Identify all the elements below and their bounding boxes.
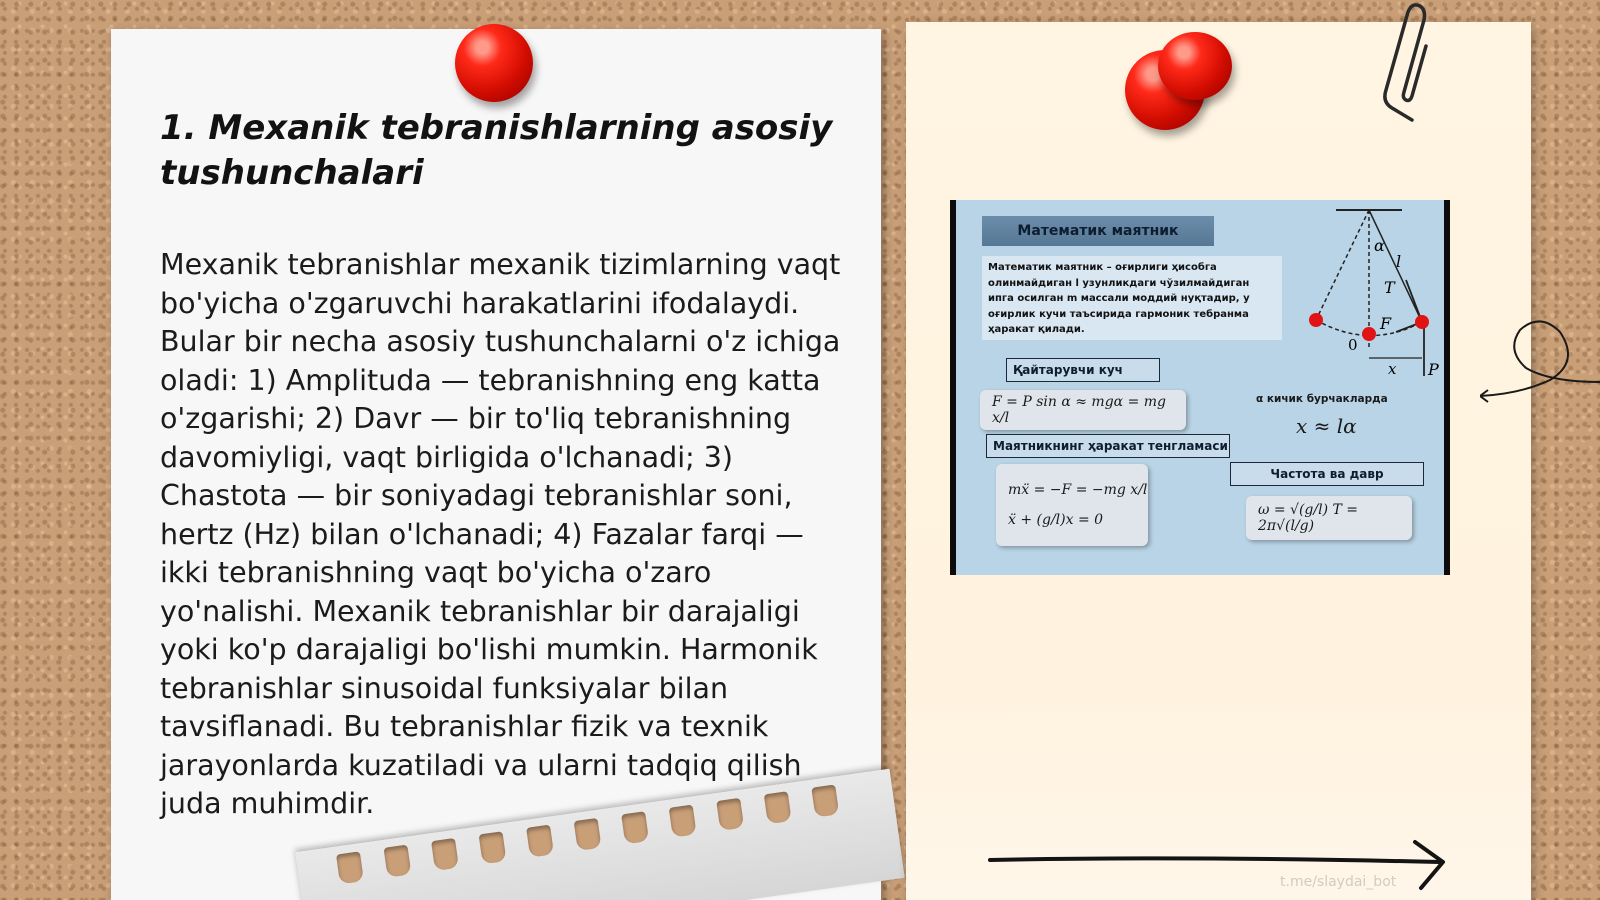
diagram-alpha-label: α [1374,236,1385,255]
restoring-force-label: Қайтарувчи куч [1006,358,1160,382]
frequency-period-formula-text: ω = √(g/l) T = 2π√(l/g) [1258,502,1359,534]
spiral-doodle-icon [1480,310,1600,420]
diagram-zero-label: 0 [1348,336,1358,354]
equation-label: Маятникнинг ҳаракат тенгламаси [986,434,1230,458]
watermark: t.me/slaydai_bot [1280,874,1397,890]
red-pushpin-icon [1158,32,1232,100]
restoring-force-formula-text: F = P sin α ≈ mgα = mg x/l [992,394,1166,426]
equation-line-2: ẍ + (g/l)x = 0 [1008,512,1104,528]
small-angle-formula: x ≈ lα [1296,414,1357,438]
frequency-period-label-text: Частота ва давр [1270,467,1384,481]
equation-line-1: mẍ = −F = −mg x/l [1008,482,1148,498]
diagram-weight-label: P [1428,360,1439,379]
frequency-period-formula [1246,496,1412,540]
slide-body-text: Mexanik tebranishlar mexanik tizimlarning vaqt bo'yicha o'zgaruvchi harakatlarini ifodalaydi. Bular bir necha asosiy tushunchalarni o'z ichiga oladi: 1) Amplituda — tebranishning eng katta o'zgarishi; 2) Davr — bir to'liq tebranishning davomiyligi, vaqt birligida o'lchanadi; 3) Chastota — bir soniyadagi tebranishlar soni, hertz (Hz) bilan o'lchanadi; 4) Fazalar farqi — ikki tebranishning vaqt bo'yicha o'zaro yo'nalishi. Mexanik tebranishlar bir darajaligi yoki ko'p darajaligi bo'lishi mumkin. Harmonik tebranishlar sinusoidal funksiyalar bilan tavsiflanadi. Bu tebranishlar fizik va texnik jarayonlarda kuzatiladi va ularni tadqiq qilish juda muhimdir. [160,248,841,820]
slide-title: 1. Mexanik tebranishlarning asosiy tushunchalari [160,108,833,193]
red-pushpin-icon [455,24,533,102]
small-angle-note: α кичик бурчакларда [1256,393,1388,405]
figure-definition: Математик маятник – оғирлиги ҳисобга олинмайдиган l узунликдаги чўзилмайдиган ипга осилган m массали моддий нуқтадир, у оғирлик кучи таъсирида гармоник тебранма ҳаракат қилади. [982,256,1282,340]
diagram-length-label: l [1396,252,1402,271]
diagram-x-label: x [1388,360,1397,378]
diagram-tension-label: T [1384,278,1395,297]
figure-title: Математик маятник [982,216,1214,246]
paperclip-icon [1378,0,1428,130]
diagram-force-label: F [1380,314,1392,333]
pendulum-figure [950,200,1450,575]
equation-formula [996,464,1148,546]
restoring-force-formula [980,390,1186,430]
frequency-period-label [1230,462,1424,486]
pendulum-diagram [1286,200,1450,390]
